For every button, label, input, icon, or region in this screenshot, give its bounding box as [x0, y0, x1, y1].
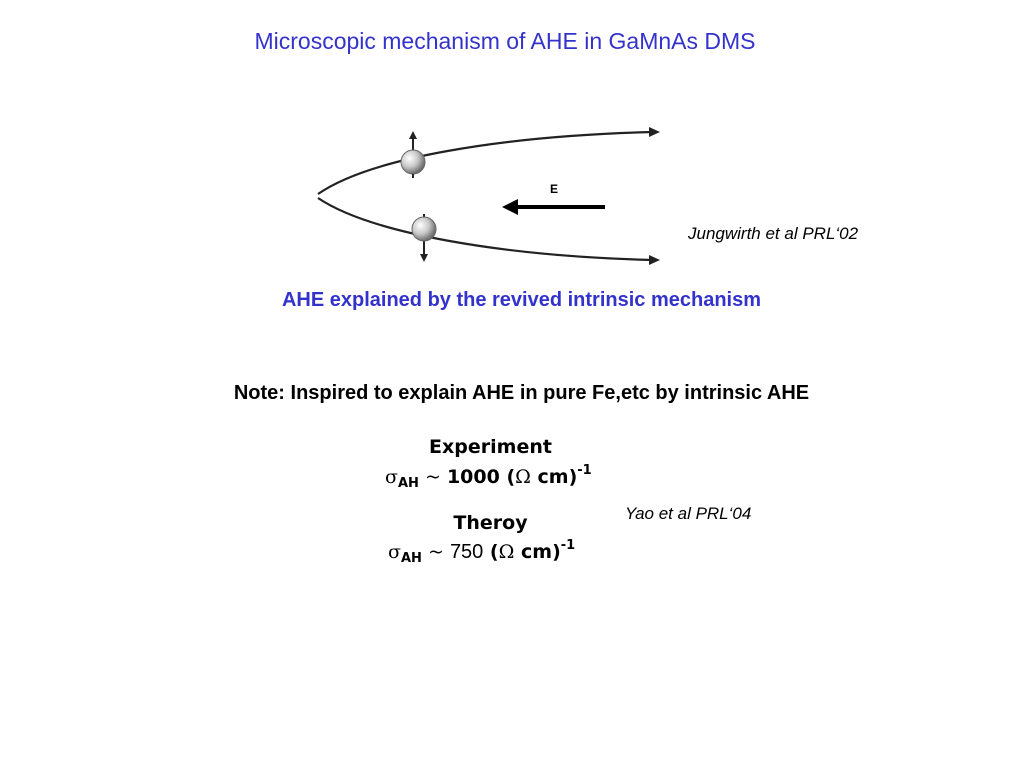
experiment-heading: Experiment [429, 436, 552, 458]
subtitle: AHE explained by the revived intrinsic mechanism [281, 289, 762, 311]
spin-down-electron [412, 217, 436, 241]
electric-field-arrowhead [502, 199, 518, 215]
slide-title: Microscopic mechanism of AHE in GaMnAs DMS [254, 28, 756, 54]
upper-trajectory-line [318, 132, 652, 194]
exponent: -1 [560, 538, 576, 553]
unit-open: ( [483, 541, 499, 563]
note-text: Note: Inspired to explain AHE in pure Fe,etc by intrinsic AHE [233, 382, 810, 404]
spin-trajectory-diagram [300, 118, 670, 278]
tilde-symbol: ~ [418, 466, 447, 488]
theory-value: 750 [449, 541, 484, 563]
unit-open: ( [499, 466, 516, 488]
subscript-ah: AH [400, 551, 422, 566]
spin-up-electron [401, 150, 425, 174]
citation-yao: Yao et al PRL‘04 [625, 504, 752, 523]
theory-formula [388, 538, 575, 566]
electric-field-label: E [550, 182, 559, 196]
citation-jungwirth: Jungwirth et al PRL‘02 [688, 224, 859, 243]
omega-symbol: Ω [515, 466, 531, 488]
tilde-symbol: ~ [421, 541, 450, 563]
unit-close: cm) [530, 466, 578, 488]
subscript-ah: AH [397, 476, 419, 491]
theory-heading: Theroy [453, 512, 528, 534]
spin-up-arrowhead [409, 131, 417, 139]
sigma-symbol: σ [388, 541, 401, 563]
experiment-value: 1000 [446, 466, 500, 488]
unit-close: cm) [514, 541, 561, 563]
omega-symbol: Ω [498, 541, 515, 563]
upper-trajectory-arrowhead [649, 127, 660, 137]
experiment-formula [385, 463, 592, 491]
exponent: -1 [577, 463, 592, 478]
sigma-symbol: σ [385, 466, 398, 488]
spin-down-arrowhead [420, 254, 428, 262]
lower-trajectory-arrowhead [649, 255, 660, 265]
